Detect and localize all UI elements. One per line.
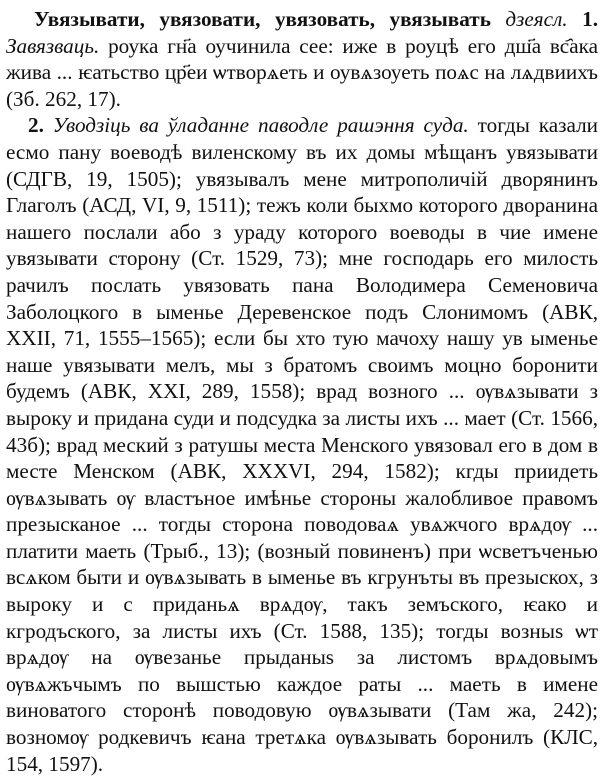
sense-citations: роука гн҃а оучинила сее: иже в роуцѣ его дш҃а вс҄ака жива ... ѥатьство цр҃еи ѡтворѧеть и оувѧзоуеть поѧс на лѧдвиихъ (Зб. 262, 17). xyxy=(6,33,598,111)
sense-citations: тогды казали есмо пану воеводѣ виленскому въ их домы мѣщанъ увязывати (СДГВ, 19, 1505); увязывалъ мене митрополичій дворянинъ Глаголъ (АСД, VI, 9, 1511); тежъ коли быхмо которого дворанина нашего послали або з ураду которого воеводы в чие имене увязывати сторону (Ст. 1529, 73); мне господарь его милость рачилъ послать увязовать пана Володимера Семеновича Заболоцкого в ыменье Деревенское подъ Слонимомъ (АВК, XXII, 71, 1555–1565); если бы хто тую мачоху нашу ув ыменье наше увязывати мелъ, мы з братомъ своимъ моцно боронити будемъ (АВК, XXI, 289, 1558); врад возного ... ѹвѧзывати з выроку и придана суди и подсудка за листы ихъ ... мает (Ст. 1566, 43б); врад меский з ратушы места Менского увязовал его в дом в месте Менском (АВК, XXXVI, 294, 1582); кгды приидеть ѹвѧзывать ѹ властъное имѣнье стороны жалобливое правомъ презысканое ... тогды сторона поводоваѧ увѧжчого врѧдѹ ... платити маеть (Трыб., 13); (возный повиненъ) при ѡсветъченью всѧком быти и ѹвѧзывать в ыменье въ кгрунъты въ презыскох, з выроку и с приданьѧ врѧдѹ, такъ земъского, ѥако и кгродъского, за листы ихъ (Ст. 1588, 135); тогды возныѕ ѡт врѧдѹ на ѹвезанье прыданыѕ за листомъ врѧдовымъ ѹвѧжъчымъ по вышстью каждое раты ... маеть в имене виноватого сторонѣ поводовую ѹвѧзывати (Там жа, 242); возномѹ родкевичъ ѥана третѧка ѹвѧзывать боронилъ (КЛС, 154, 1597). xyxy=(6,113,598,776)
sense-number: 2. xyxy=(28,113,44,138)
entry-sense-1 xyxy=(6,6,598,112)
sense-definition: Уводзіць ва ўладанне паводле рашэння суда. xyxy=(52,113,469,138)
sense-number: 1. xyxy=(582,7,598,31)
part-of-speech: дзеясл. xyxy=(505,7,568,31)
headword: Увязывати, увязовати, увязовать, увязывать xyxy=(34,7,491,31)
entry-sense-2 xyxy=(6,112,598,777)
sense-definition: Завязваць. xyxy=(6,33,100,58)
